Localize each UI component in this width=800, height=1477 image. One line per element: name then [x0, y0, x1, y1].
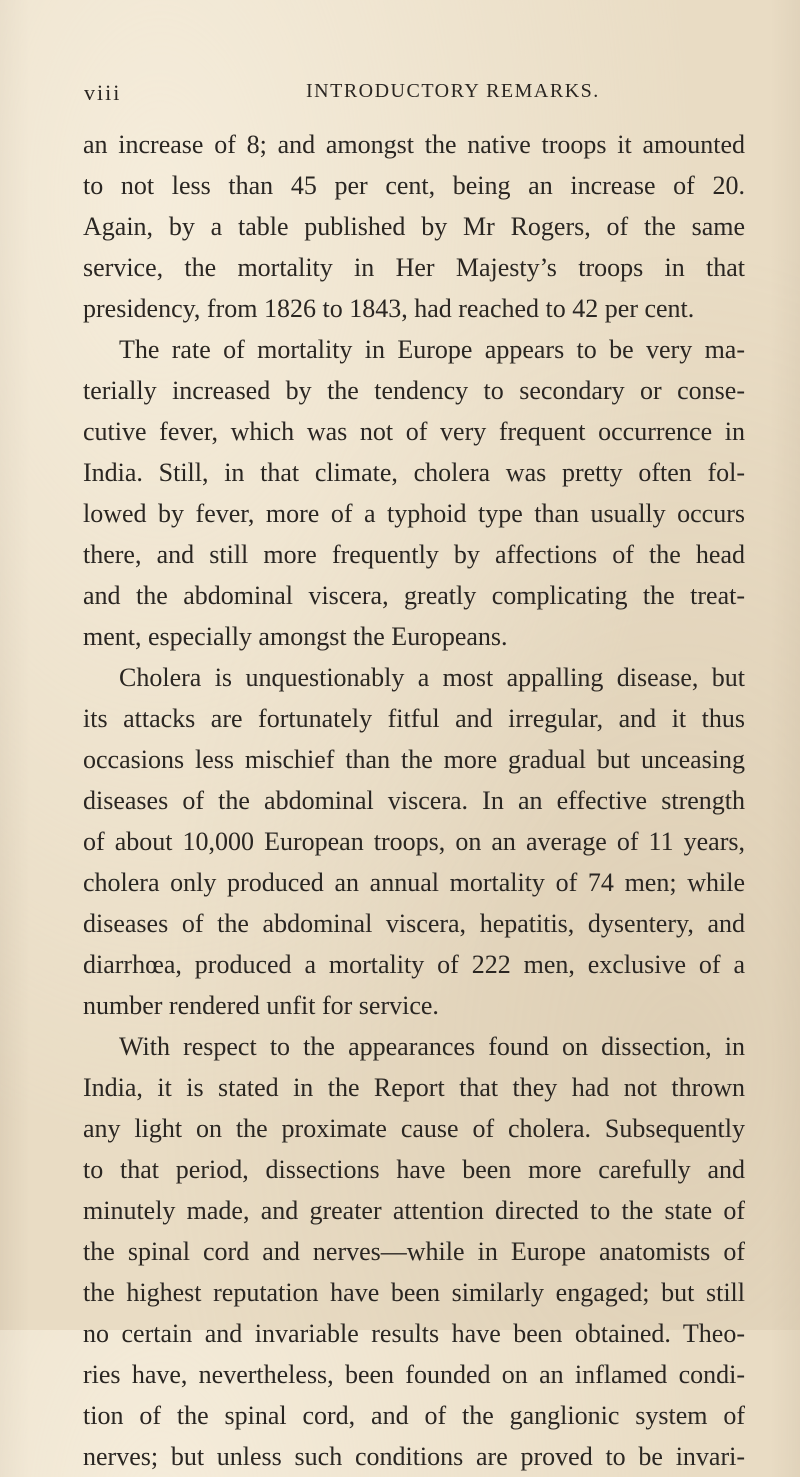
- body-text: [83, 124, 745, 1477]
- text-line: ment, especially amongst the Europeans.: [83, 622, 508, 651]
- text-line: cutive fever, which was not of very frequent occurrence in: [83, 417, 745, 446]
- text-line: an increase of 8; and amongst the native troops it amounted: [83, 130, 745, 159]
- text-line: presidency, from 1826 to 1843, had reached to 42 per cent.: [83, 294, 695, 323]
- text-line: India, it is stated in the Report that they had not thrown: [83, 1073, 745, 1102]
- text-line: its attacks are fortunately fitful and irregular, and it thus: [83, 704, 745, 733]
- text-line: occasions less mischief than the more gradual but unceasing: [83, 745, 745, 774]
- text-line: and the abdominal viscera, greatly complicating the treat-: [83, 581, 745, 610]
- text-line: Cholera is unquestionably a most appalling disease, but: [119, 663, 745, 692]
- text-line: minutely made, and greater attention directed to the state of: [83, 1196, 745, 1225]
- text-line: tion of the spinal cord, and of the ganglionic system of: [83, 1401, 745, 1430]
- text-line: to that period, dissections have been more carefully and: [83, 1155, 745, 1184]
- text-line: The rate of mortality in Europe appears to be very ma-: [119, 335, 745, 364]
- text-line: any light on the proximate cause of cholera. Subsequently: [83, 1114, 745, 1143]
- text-line: of about 10,000 European troops, on an average of 11 years,: [83, 827, 745, 856]
- text-line: India. Still, in that climate, cholera was pretty often fol-: [83, 458, 745, 487]
- text-line: diseases of the abdominal viscera. In an effective strength: [83, 786, 745, 815]
- text-line: diseases of the abdominal viscera, hepatitis, dysentery, and: [83, 909, 745, 938]
- text-line: diarrhœa, produced a mortality of 222 men, exclusive of a: [83, 950, 745, 979]
- text-line: no certain and invariable results have been obtained. Theo-: [83, 1319, 745, 1348]
- text-line: the highest reputation have been similarly engaged; but still: [83, 1278, 745, 1307]
- text-line: nerves; but unless such conditions are proved to be invari-: [83, 1442, 745, 1471]
- text-line: With respect to the appearances found on dissection, in: [119, 1032, 745, 1061]
- text-line: to not less than 45 per cent, being an increase of 20.: [83, 171, 745, 200]
- running-title: INTRODUCTORY REMARKS.: [306, 80, 600, 102]
- text-line: service, the mortality in Her Majesty’s troops in that: [83, 253, 745, 282]
- text-line: ries have, nevertheless, been founded on an inflamed condi-: [83, 1360, 745, 1389]
- text-line: cholera only produced an annual mortality of 74 men; while: [83, 868, 745, 897]
- running-head: [84, 74, 744, 110]
- text-line: the spinal cord and nerves—while in Europe anatomists of: [83, 1237, 745, 1266]
- page-number: viii: [84, 80, 122, 105]
- text-line: lowed by fever, more of a typhoid type than usually occurs: [83, 499, 745, 528]
- text-line: terially increased by the tendency to secondary or conse-: [83, 376, 745, 405]
- text-line: there, and still more frequently by affections of the head: [83, 540, 745, 569]
- text-line: number rendered unfit for service.: [83, 991, 439, 1020]
- text-line: Again, by a table published by Mr Rogers, of the same: [83, 212, 745, 241]
